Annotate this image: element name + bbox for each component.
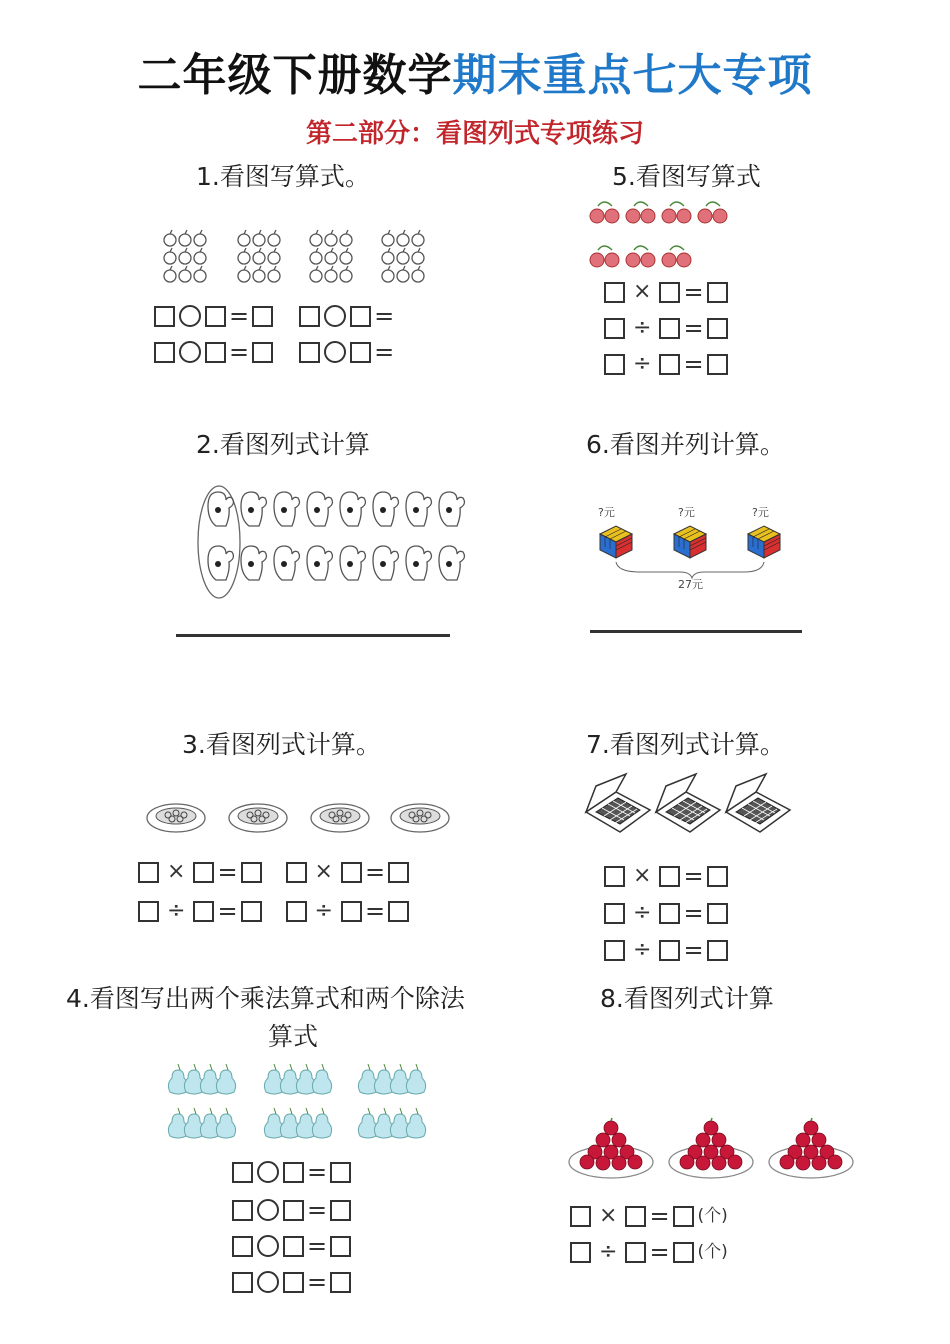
answer-box[interactable] xyxy=(330,1162,351,1183)
answer-box[interactable] xyxy=(286,901,307,922)
answer-box[interactable] xyxy=(283,1272,304,1293)
q4-equation-row-2 xyxy=(230,1196,353,1224)
answer-box[interactable] xyxy=(604,354,625,375)
q4-equation-row-3 xyxy=(230,1232,353,1260)
answer-box[interactable] xyxy=(330,1200,351,1221)
answer-box[interactable] xyxy=(350,342,371,363)
divide-sign: ÷ xyxy=(599,1239,618,1264)
equals-sign: = xyxy=(649,1202,670,1230)
q7-equation-divide-2 xyxy=(602,936,730,964)
answer-box[interactable] xyxy=(286,862,307,883)
q4-equation-row-4 xyxy=(230,1268,353,1296)
times-sign: × xyxy=(633,279,652,304)
equals-sign: = xyxy=(649,1238,670,1266)
answer-box[interactable] xyxy=(138,862,159,883)
operator-circle[interactable] xyxy=(324,341,346,363)
equals-sign: = xyxy=(374,338,395,366)
answer-box[interactable] xyxy=(604,903,625,924)
answer-box[interactable] xyxy=(350,306,371,327)
operator-circle[interactable] xyxy=(324,305,346,327)
q4-title-line2: 算式 xyxy=(268,1022,319,1051)
answer-box[interactable] xyxy=(241,862,262,883)
operator-circle[interactable] xyxy=(179,305,201,327)
answer-box[interactable] xyxy=(283,1162,304,1183)
answer-box[interactable] xyxy=(283,1200,304,1221)
q6-price-label: ?元 xyxy=(598,506,615,519)
answer-box[interactable] xyxy=(154,306,175,327)
page-subtitle: 第二部分：看图列式专项练习 xyxy=(305,119,644,149)
q7-equation-divide-1 xyxy=(602,899,730,927)
equals-sign: = xyxy=(307,1158,328,1186)
equals-sign: = xyxy=(229,338,250,366)
q4-title-line1: 4.看图写出两个乘法算式和两个除法 xyxy=(66,984,465,1013)
page-title xyxy=(0,48,950,104)
operator-circle[interactable] xyxy=(257,1235,279,1257)
equals-sign: = xyxy=(374,302,395,330)
answer-box[interactable] xyxy=(659,354,680,375)
operator-circle[interactable] xyxy=(179,341,201,363)
answer-box[interactable] xyxy=(604,940,625,961)
operator-circle[interactable] xyxy=(257,1199,279,1221)
answer-box[interactable] xyxy=(604,318,625,339)
answer-box[interactable] xyxy=(330,1272,351,1293)
divide-sign: ÷ xyxy=(633,351,652,376)
unit-label: (个) xyxy=(697,1242,728,1262)
q7-chocolate-boxes xyxy=(582,772,802,842)
q8-title: 8.看图列式计算 xyxy=(600,984,774,1013)
equals-sign: = xyxy=(683,936,704,964)
answer-box[interactable] xyxy=(299,342,320,363)
answer-box[interactable] xyxy=(604,866,625,887)
answer-box[interactable] xyxy=(193,862,214,883)
answer-box[interactable] xyxy=(604,282,625,303)
answer-box[interactable] xyxy=(193,901,214,922)
q5-equation-divide-1 xyxy=(602,314,730,342)
answer-box[interactable] xyxy=(341,862,362,883)
q7-title: 7.看图列式计算。 xyxy=(586,730,785,759)
answer-box[interactable] xyxy=(570,1206,591,1227)
answer-box[interactable] xyxy=(388,901,409,922)
q6-rubiks-cubes xyxy=(590,516,790,578)
answer-box[interactable] xyxy=(570,1242,591,1263)
q5-cherries xyxy=(590,200,750,274)
divide-sign: ÷ xyxy=(167,898,186,923)
equals-sign: = xyxy=(307,1232,328,1260)
answer-box[interactable] xyxy=(232,1236,253,1257)
answer-box[interactable] xyxy=(707,940,728,961)
answer-box[interactable] xyxy=(341,901,362,922)
answer-box[interactable] xyxy=(659,282,680,303)
answer-box[interactable] xyxy=(707,282,728,303)
answer-box[interactable] xyxy=(330,1236,351,1257)
q5-equation-divide-2 xyxy=(602,350,730,378)
answer-box[interactable] xyxy=(625,1206,646,1227)
answer-box[interactable] xyxy=(707,903,728,924)
answer-box[interactable] xyxy=(625,1242,646,1263)
divide-sign: ÷ xyxy=(633,937,652,962)
q1-title: 1.看图写算式。 xyxy=(196,162,370,191)
equals-sign: = xyxy=(683,350,704,378)
q1-apple-groups xyxy=(160,228,450,290)
answer-box[interactable] xyxy=(205,306,226,327)
q4-pears xyxy=(168,1062,440,1148)
divide-sign: ÷ xyxy=(633,315,652,340)
answer-box[interactable] xyxy=(659,903,680,924)
q7-equation-multiply xyxy=(602,862,730,890)
answer-box[interactable] xyxy=(673,1242,694,1263)
q3-plates xyxy=(146,798,452,838)
times-sign: × xyxy=(167,859,186,884)
equals-sign: = xyxy=(229,302,250,330)
answer-box[interactable] xyxy=(707,354,728,375)
q4-equation-row-1 xyxy=(230,1158,353,1186)
q2-answer-line[interactable] xyxy=(176,634,450,637)
times-sign: × xyxy=(599,1203,618,1228)
times-sign: × xyxy=(314,859,333,884)
q5-equation-multiply xyxy=(602,278,730,306)
answer-box[interactable] xyxy=(283,1236,304,1257)
answer-box[interactable] xyxy=(154,342,175,363)
q6-total-label: 27元 xyxy=(678,578,703,591)
q6-price-label: ?元 xyxy=(678,506,695,519)
answer-box[interactable] xyxy=(232,1272,253,1293)
q3-title: 3.看图列式计算。 xyxy=(182,730,381,759)
answer-box[interactable] xyxy=(707,866,728,887)
q1-equation-row-1 xyxy=(152,302,395,330)
answer-box[interactable] xyxy=(707,318,728,339)
q1-equation-row-2 xyxy=(152,338,395,366)
q8-equation-divide xyxy=(568,1238,728,1266)
q3-equation-row-1 xyxy=(136,858,411,886)
q2-mittens xyxy=(196,484,486,600)
answer-box[interactable] xyxy=(232,1162,253,1183)
answer-box[interactable] xyxy=(232,1200,253,1221)
q3-equation-row-2 xyxy=(136,897,411,925)
q8-equation-multiply xyxy=(568,1202,728,1230)
equals-sign: = xyxy=(683,862,704,890)
equals-sign: = xyxy=(683,278,704,306)
answer-box[interactable] xyxy=(252,342,273,363)
answer-box[interactable] xyxy=(659,940,680,961)
operator-circle[interactable] xyxy=(257,1161,279,1183)
divide-sign: ÷ xyxy=(314,898,333,923)
equals-sign: = xyxy=(683,899,704,927)
equals-sign: = xyxy=(307,1196,328,1224)
equals-sign: = xyxy=(307,1268,328,1296)
answer-box[interactable] xyxy=(659,318,680,339)
answer-box[interactable] xyxy=(138,901,159,922)
answer-box[interactable] xyxy=(673,1206,694,1227)
answer-box[interactable] xyxy=(388,862,409,883)
equals-sign: = xyxy=(683,314,704,342)
q5-title: 5.看图写算式 xyxy=(612,162,761,191)
unit-label: (个) xyxy=(697,1206,728,1226)
equals-sign: = xyxy=(217,897,238,925)
title-black: 二年级下册数学 xyxy=(137,50,453,101)
answer-box[interactable] xyxy=(252,306,273,327)
operator-circle[interactable] xyxy=(257,1271,279,1293)
answer-box[interactable] xyxy=(205,342,226,363)
q8-apple-plates xyxy=(568,1118,858,1182)
answer-box[interactable] xyxy=(659,866,680,887)
equals-sign: = xyxy=(364,858,386,886)
answer-box[interactable] xyxy=(241,901,262,922)
divide-sign: ÷ xyxy=(633,900,652,925)
times-sign: × xyxy=(633,863,652,888)
equals-sign: = xyxy=(217,858,238,886)
q6-title: 6.看图并列计算。 xyxy=(586,430,785,459)
equals-sign: = xyxy=(364,897,386,925)
answer-box[interactable] xyxy=(299,306,320,327)
title-blue: 期末重点七大专项 xyxy=(452,50,813,101)
q6-price-label: ?元 xyxy=(752,506,769,519)
q2-title: 2.看图列式计算 xyxy=(196,430,370,459)
q6-answer-line[interactable] xyxy=(590,630,802,633)
